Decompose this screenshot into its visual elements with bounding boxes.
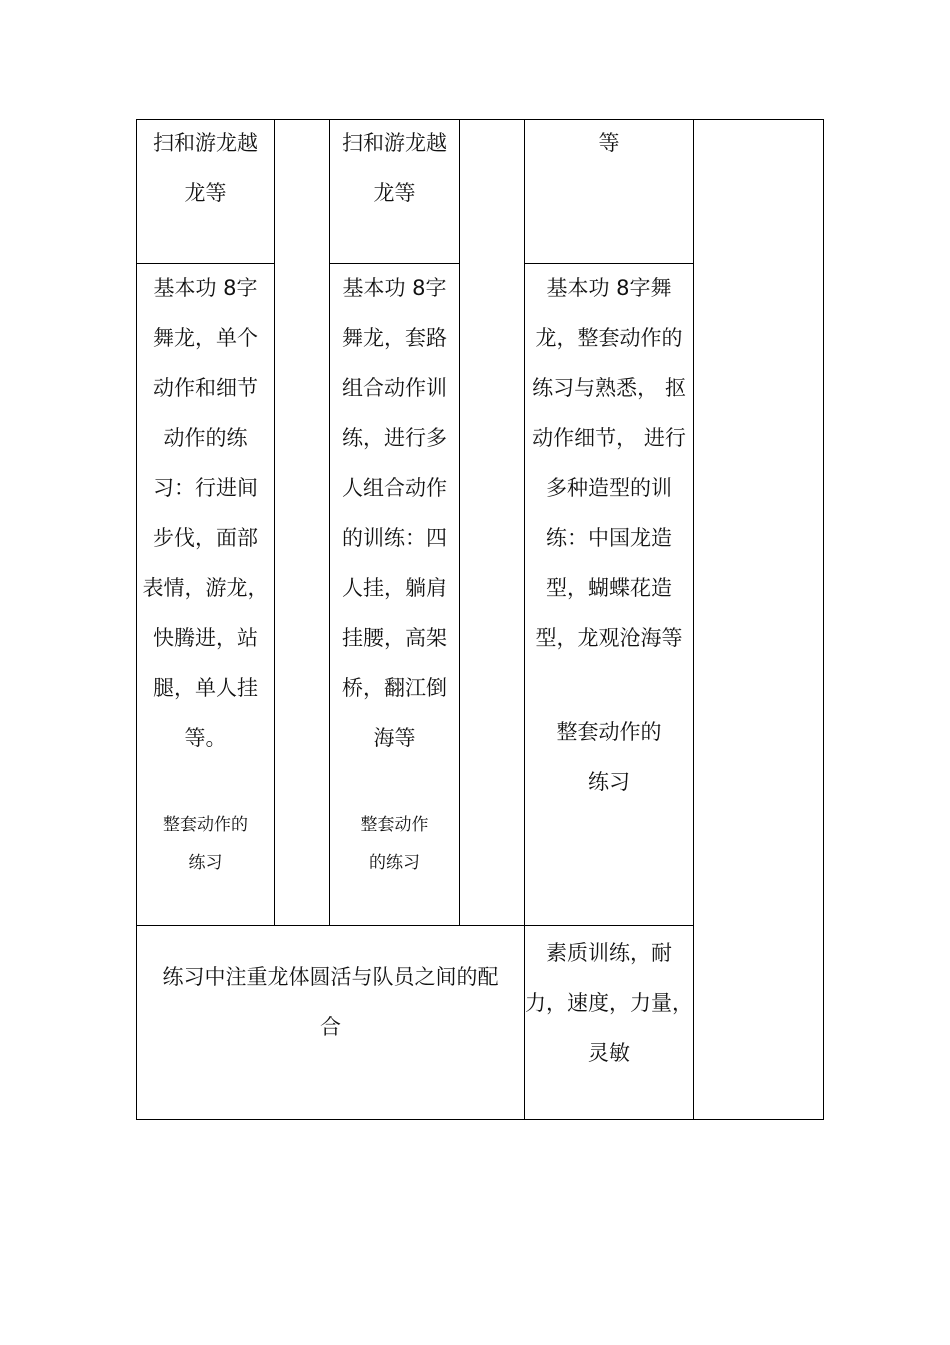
row1-col3-text: 扫和游龙越 龙等: [342, 131, 447, 205]
row2-col5-sub-text: 整套动作的 练习: [556, 720, 662, 794]
row1-col5-text: 等: [598, 131, 620, 155]
row2-col3-main-text: 基本功 8字 舞龙，套路 组合动作训 练，进行多 人组合动作 的训练：四 人挂，躺肩 挂腰，高架 桥，翻江倒 海等: [342, 276, 447, 750]
row1-col1-text: 扫和游龙越 龙等: [153, 131, 258, 205]
table-bottom-border: [136, 1119, 824, 1120]
row3-col5-text: 素质训练，耐 力，速度，力量， 灵敏: [525, 941, 693, 1065]
col-divider-3: [459, 119, 460, 926]
table-right-border: [823, 119, 824, 1120]
row2-divider: [136, 925, 694, 926]
col-divider-1: [274, 119, 275, 926]
row2-col1-sub-text: 整套动作的 练习: [163, 815, 248, 873]
row2-col5-main-text: 基本功 8字舞 龙，整套动作的 练习与熟悉， 抠 动作细节， 进行 多种造型的训 练：中国龙造 型，蝴蝶花造 型，龙观沧海等: [532, 276, 686, 650]
row2-col3-sub-text: 整套动作 的练习: [360, 815, 429, 873]
row2-col1-main-text: 基本功 8字 舞龙，单个 动作和细节 动作的练 习：行进间 步伐，面部 表情，游龙， 快腾进，站 腿，单人挂 等。: [142, 276, 269, 750]
col-divider-5: [693, 119, 694, 1120]
row3-merged-text: 练习中注重龙体圆活与队员之间的配 合: [162, 965, 499, 1039]
